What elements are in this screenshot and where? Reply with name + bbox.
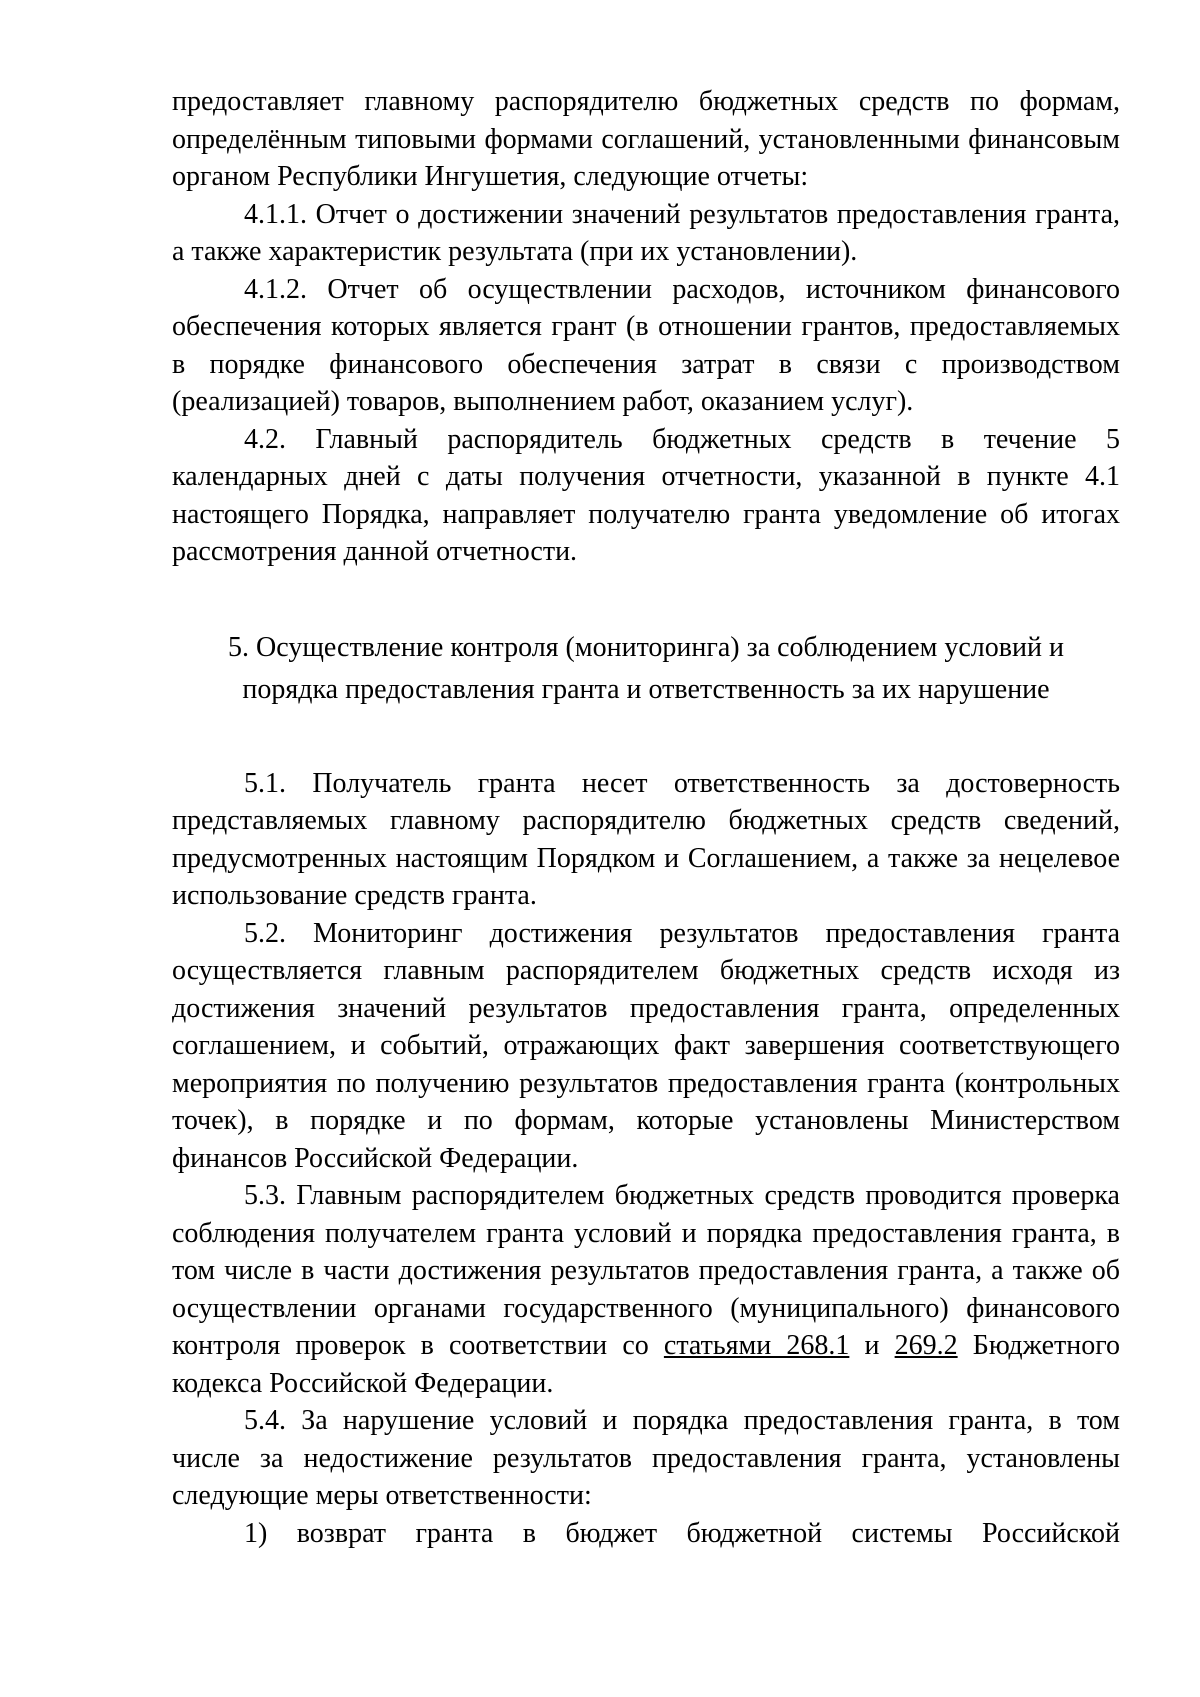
paragraph-5-3-text-mid: и: [849, 1330, 895, 1361]
paragraph-4-1-2: 4.1.2. Отчет об осуществлении расходов, источником финансового обеспечения которых является грант (в отношении грантов, предоставляемых в порядке финансового обеспечения затрат в связи с производством (реализацией) товаров, выполнением работ, оказанием услуг).: [172, 273, 1120, 417]
paragraph-4-1-1: 4.1.1. Отчет о достижении значений результатов предоставления гранта, а также характеристик результата (при их установлении).: [172, 198, 1120, 267]
paragraph-4-2: 4.2. Главный распорядитель бюджетных средств в течение 5 календарных дней с даты получения отчетности, указанной в пункте 4.1 настоящего Порядка, направляет получателю гранта уведомление об итогах рассмотрения данной отчетности.: [172, 423, 1120, 567]
article-269-2-link[interactable]: 269.2: [894, 1330, 958, 1361]
paragraph-5-1: 5.1. Получатель гранта несет ответственность за достоверность представляемых главному распорядителю бюджетных средств сведений, предусмотренных настоящим Порядком и Соглашением, а также за нецелевое использование средств гранта.: [172, 767, 1120, 911]
list-item-1: 1) возврат гранта в бюджет бюджетной системы Российской: [244, 1517, 1120, 1549]
document-body: [172, 83, 1120, 1552]
section-5-heading-line-1: 5. Осуществление контроля (мониторинга) за соблюдением условий и: [228, 631, 1064, 663]
paragraph-intro: предоставляет главному распорядителю бюджетных средств по формам, определённым типовыми формами соглашений, установленными финансовым органом Республики Ингушетия, следующие отчеты:: [172, 86, 1120, 192]
paragraph-5-3-text-start: 5.3. Главным распорядителем бюджетных средств проводится проверка соблюдения получателем гранта условий и порядка предоставления гранта, в том числе в части достижения результатов предоставления гранта, а также об осуществлении органами государственного (муниципального) финансового контроля проверок в соответствии со: [172, 1180, 1120, 1361]
paragraph-5-4: 5.4. За нарушение условий и порядка предоставления гранта, в том числе за недостижение результатов предоставления гранта, установлены следующие меры ответственности:: [172, 1405, 1120, 1511]
paragraph-5-3: [172, 1177, 1120, 1402]
section-5-heading-line-2: порядка предоставления гранта и ответственность за их нарушение: [242, 673, 1050, 705]
paragraph-5-3-text-end: Бюджетного кодекса Российской Федерации.: [172, 1330, 1121, 1399]
article-268-1-link[interactable]: статьями 268.1: [663, 1330, 850, 1361]
section-5-heading: [172, 627, 1120, 711]
paragraph-5-2: 5.2. Мониторинг достижения результатов предоставления гранта осуществляется главным распорядителем бюджетных средств исходя из достижения значений результатов предоставления гранта, определенных соглашением, и событий, отражающих факт завершения соответствующего мероприятия по получению результатов предоставления гранта (контрольных точек), в порядке и по формам, которые установлены Министерством финансов Российской Федерации.: [172, 917, 1120, 1174]
